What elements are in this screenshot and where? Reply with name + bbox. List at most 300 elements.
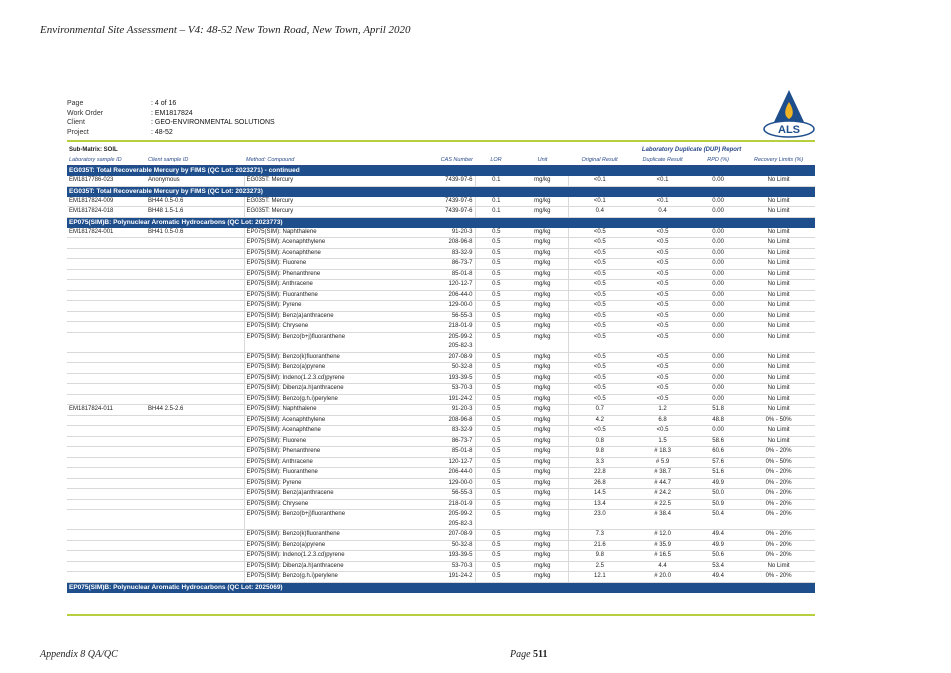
table-row	[67, 478, 815, 489]
section-header-row	[67, 186, 815, 197]
cell-lor: 0.5	[475, 311, 517, 322]
cell-rec: 0% - 20%	[742, 489, 815, 500]
cell-client	[146, 426, 244, 437]
cell-rpd: 0.00	[694, 248, 742, 259]
meta-value: : 4 of 16	[151, 100, 177, 107]
cell-orig: 12.1	[568, 572, 631, 583]
cell-rpd: 0.00	[694, 269, 742, 280]
cell-unit: mg/kg	[517, 436, 568, 447]
cell-rpd: 0.00	[694, 197, 742, 207]
cell-method: EG035T: Mercury	[244, 207, 361, 218]
cell-unit: mg/kg	[517, 176, 568, 186]
col-header: CAS Number	[361, 156, 475, 166]
cell-client	[146, 384, 244, 395]
cell-unit: mg/kg	[517, 394, 568, 405]
cell-method: EP075(SIM): Pyrene	[244, 301, 361, 312]
cell-cas: 85-01-8	[361, 269, 475, 280]
col-header: LOR	[475, 156, 517, 166]
cell-cas: 53-70-3	[361, 384, 475, 395]
cell-dup: <0.5	[631, 259, 694, 270]
cell-unit: mg/kg	[517, 489, 568, 500]
table-row	[67, 290, 815, 301]
cell-dup: 1.2	[631, 405, 694, 416]
cell-cas: 120-12-7	[361, 457, 475, 468]
cell-lab	[67, 322, 146, 333]
cell-orig: 22.8	[568, 468, 631, 479]
cell-method: EP075(SIM): Fluorene	[244, 436, 361, 447]
section-header-row	[67, 582, 815, 593]
cell-method: EP075(SIM): Acenaphthylene	[244, 238, 361, 249]
meta-row-work-order	[67, 109, 275, 119]
cell-rec: No Limit	[742, 373, 815, 384]
cell-rec: No Limit	[742, 176, 815, 186]
cell-dup: <0.5	[631, 280, 694, 291]
cell-orig: <0.5	[568, 238, 631, 249]
table-row	[67, 436, 815, 447]
cell-method: EP075(SIM): Benzo(b+j)fluoranthene	[244, 510, 361, 530]
als-logo	[762, 88, 816, 138]
cell-cas	[361, 332, 475, 352]
cell-lor: 0.5	[475, 572, 517, 583]
cell-unit: mg/kg	[517, 280, 568, 291]
table-body	[67, 146, 815, 593]
cell-unit: mg/kg	[517, 426, 568, 437]
cell-client	[146, 572, 244, 583]
cell-orig: 14.5	[568, 489, 631, 500]
cell-rec: No Limit	[742, 207, 815, 218]
cell-rpd: 0.00	[694, 332, 742, 352]
cell-lab	[67, 290, 146, 301]
table-row	[67, 530, 815, 541]
cell-lab	[67, 499, 146, 510]
col-header: Unit	[517, 156, 568, 166]
duplicate-report-table	[67, 146, 815, 593]
col-header: Original Result	[568, 156, 631, 166]
col-header: Client sample ID	[146, 156, 244, 166]
cell-client: BH44 2.5-2.6	[146, 405, 244, 416]
cell-dup: # 24.2	[631, 489, 694, 500]
cell-rec: No Limit	[742, 322, 815, 333]
cell-method: EP075(SIM): Benzo(a)pyrene	[244, 540, 361, 551]
cell-rpd: 50.9	[694, 499, 742, 510]
cell-lor: 0.5	[475, 457, 517, 468]
cell-client	[146, 332, 244, 352]
cell-dup: <0.5	[631, 332, 694, 352]
cell-method: EP075(SIM): Dibenz(a.h)anthracene	[244, 561, 361, 572]
cell-unit: mg/kg	[517, 301, 568, 312]
cell-method: EP075(SIM): Benzo(g.h.i)perylene	[244, 572, 361, 583]
cell-method: EP075(SIM): Phenanthrene	[244, 269, 361, 280]
cell-method: EP075(SIM): Benzo(k)fluoranthene	[244, 530, 361, 541]
cell-dup: <0.5	[631, 301, 694, 312]
cell-cas: 56-55-3	[361, 489, 475, 500]
cell-lab	[67, 248, 146, 259]
cell-dup: # 12.0	[631, 530, 694, 541]
table-row	[67, 259, 815, 270]
cell-orig: 2.5	[568, 561, 631, 572]
cell-cas: 7439-97-6	[361, 207, 475, 218]
cell-method: EP075(SIM): Benzo(a)pyrene	[244, 363, 361, 374]
cell-rpd: 0.00	[694, 311, 742, 322]
cell-client	[146, 269, 244, 280]
cell-unit: mg/kg	[517, 290, 568, 301]
submatrix-label: Sub-Matrix: SOIL	[69, 147, 118, 153]
cell-cas: 193-39-5	[361, 373, 475, 384]
cell-orig: <0.5	[568, 290, 631, 301]
cell-rec: No Limit	[742, 228, 815, 238]
cas-number-secondary: 205-82-3	[448, 343, 473, 349]
cell-method: EP075(SIM): Anthracene	[244, 457, 361, 468]
cell-rec: 0% - 20%	[742, 499, 815, 510]
table-row	[67, 332, 815, 352]
table-row	[67, 197, 815, 207]
cell-method: EP075(SIM): Phenanthrene	[244, 447, 361, 458]
cell-unit: mg/kg	[517, 384, 568, 395]
table-row	[67, 248, 815, 259]
meta-key: Work Order	[67, 109, 104, 117]
cell-rec: No Limit	[742, 248, 815, 259]
cell-lor: 0.5	[475, 322, 517, 333]
cell-client	[146, 352, 244, 363]
cell-lab	[67, 489, 146, 500]
cell-rec: 0% - 20%	[742, 447, 815, 458]
table-row	[67, 394, 815, 405]
cell-unit: mg/kg	[517, 551, 568, 562]
cell-orig: 21.6	[568, 540, 631, 551]
table-row	[67, 301, 815, 312]
cell-rec: No Limit	[742, 197, 815, 207]
table-row	[67, 280, 815, 291]
cell-orig: 26.8	[568, 478, 631, 489]
cell-client: BH48 1.5-1.6	[146, 207, 244, 218]
cell-method: EP075(SIM): Chrysene	[244, 322, 361, 333]
cell-orig: <0.5	[568, 259, 631, 270]
cell-rpd: 0.00	[694, 176, 742, 186]
cell-orig: <0.5	[568, 352, 631, 363]
cell-client	[146, 499, 244, 510]
cell-rpd: 51.6	[694, 468, 742, 479]
footer-page-number: 511	[533, 649, 548, 660]
cell-rpd: 48.8	[694, 415, 742, 426]
cell-client	[146, 510, 244, 530]
cell-unit: mg/kg	[517, 540, 568, 551]
cell-lab	[67, 447, 146, 458]
cell-lor: 0.5	[475, 415, 517, 426]
table-row	[67, 384, 815, 395]
cell-cas: 218-01-9	[361, 499, 475, 510]
cell-dup: <0.5	[631, 269, 694, 280]
cell-cas: 91-20-3	[361, 228, 475, 238]
cell-client	[146, 540, 244, 551]
cell-dup: # 16.5	[631, 551, 694, 562]
cell-rpd: 58.6	[694, 436, 742, 447]
cell-orig: 13.4	[568, 499, 631, 510]
footer-appendix: Appendix 8 QA/QC	[40, 649, 118, 660]
cell-unit: mg/kg	[517, 510, 568, 530]
cell-lab	[67, 510, 146, 530]
cell-orig: <0.5	[568, 269, 631, 280]
meta-row-client	[67, 118, 275, 128]
cell-cas: 191-24-2	[361, 394, 475, 405]
cell-unit: mg/kg	[517, 457, 568, 468]
cell-method: EP075(SIM): Fluorene	[244, 259, 361, 270]
cell-rec: No Limit	[742, 280, 815, 291]
cell-lor: 0.1	[475, 207, 517, 218]
table-row	[67, 551, 815, 562]
cell-client	[146, 530, 244, 541]
cell-orig: <0.5	[568, 373, 631, 384]
cell-cas: 129-00-0	[361, 301, 475, 312]
cell-rec: No Limit	[742, 259, 815, 270]
cell-rec: No Limit	[742, 363, 815, 374]
cell-client	[146, 561, 244, 572]
cell-cas: 50-32-8	[361, 540, 475, 551]
cell-dup: # 5.9	[631, 457, 694, 468]
cell-orig: <0.5	[568, 322, 631, 333]
cell-cas: 85-01-8	[361, 447, 475, 458]
cell-dup: 6.8	[631, 415, 694, 426]
cell-lor: 0.5	[475, 248, 517, 259]
cell-cas: 91-20-3	[361, 405, 475, 416]
col-header: Duplicate Result	[631, 156, 694, 166]
cell-orig: 0.4	[568, 207, 631, 218]
cell-unit: mg/kg	[517, 322, 568, 333]
cell-rpd: 0.00	[694, 363, 742, 374]
cell-method: EP075(SIM): Acenaphthene	[244, 248, 361, 259]
cell-orig: 23.0	[568, 510, 631, 530]
cell-unit: mg/kg	[517, 238, 568, 249]
cell-cas: 86-73-7	[361, 436, 475, 447]
cell-rpd: 0.00	[694, 373, 742, 384]
cell-dup: <0.5	[631, 238, 694, 249]
cell-lab	[67, 269, 146, 280]
cell-dup: 1.5	[631, 436, 694, 447]
logo-text: ALS	[778, 124, 800, 136]
meta-key: Page	[67, 100, 84, 107]
cell-client	[146, 238, 244, 249]
cell-unit: mg/kg	[517, 415, 568, 426]
cell-unit: mg/kg	[517, 352, 568, 363]
cell-lab	[67, 436, 146, 447]
table-row	[67, 269, 815, 280]
cell-unit: mg/kg	[517, 311, 568, 322]
cell-lab	[67, 373, 146, 384]
cell-orig: <0.1	[568, 197, 631, 207]
table-row	[67, 415, 815, 426]
cell-orig: 9.8	[568, 551, 631, 562]
cell-rpd: 49.9	[694, 478, 742, 489]
cell-rec: 0% - 50%	[742, 415, 815, 426]
cell-rec: 0% - 20%	[742, 551, 815, 562]
cell-unit: mg/kg	[517, 259, 568, 270]
cell-unit: mg/kg	[517, 207, 568, 218]
document-header-title: Environmental Site Assessment – V4: 48-52 New Town Road, New Town, April 2020	[40, 24, 411, 36]
cell-lab	[67, 311, 146, 322]
cell-rec: No Limit	[742, 290, 815, 301]
cell-rec: No Limit	[742, 238, 815, 249]
cell-lab	[67, 478, 146, 489]
cell-dup: # 44.7	[631, 478, 694, 489]
col-header: Laboratory sample ID	[67, 156, 146, 166]
cell-client: BH44 0.5-0.6	[146, 197, 244, 207]
section-title: EP075(SIM)B: Polynuclear Aromatic Hydrocarbons (QC Lot: 2023773)	[67, 217, 815, 228]
cell-method: EP075(SIM): Benzo(k)fluoranthene	[244, 352, 361, 363]
cell-lab	[67, 259, 146, 270]
top-rule	[67, 140, 815, 142]
cell-lab	[67, 457, 146, 468]
cell-lor: 0.5	[475, 551, 517, 562]
cell-unit: mg/kg	[517, 478, 568, 489]
cell-dup: <0.1	[631, 197, 694, 207]
cell-rec: No Limit	[742, 561, 815, 572]
cell-lor: 0.5	[475, 447, 517, 458]
cell-dup: 4.4	[631, 561, 694, 572]
cell-lor: 0.5	[475, 352, 517, 363]
col-header: RPD (%)	[694, 156, 742, 166]
table-row	[67, 311, 815, 322]
table-row	[67, 572, 815, 583]
cell-orig: <0.5	[568, 301, 631, 312]
report-meta	[67, 99, 275, 137]
cell-unit: mg/kg	[517, 363, 568, 374]
cell-lor: 0.5	[475, 228, 517, 238]
cell-dup: <0.5	[631, 322, 694, 333]
cell-cas: 83-32-9	[361, 426, 475, 437]
table-row	[67, 426, 815, 437]
cell-unit: mg/kg	[517, 332, 568, 352]
cell-rpd: 49.4	[694, 572, 742, 583]
cell-lab	[67, 238, 146, 249]
cell-rec: 0% - 50%	[742, 457, 815, 468]
meta-value: : EM1817824	[151, 109, 193, 117]
cell-client	[146, 489, 244, 500]
cell-client	[146, 551, 244, 562]
cell-dup: <0.5	[631, 228, 694, 238]
cell-rpd: 0.00	[694, 384, 742, 395]
cell-cas: 120-12-7	[361, 280, 475, 291]
cell-dup: <0.5	[631, 384, 694, 395]
cell-method: EP075(SIM): Acenaphthylene	[244, 415, 361, 426]
cell-lab: EM1817824-011	[67, 405, 146, 416]
cell-orig: 4.2	[568, 415, 631, 426]
cell-lor: 0.5	[475, 373, 517, 384]
table-row	[67, 352, 815, 363]
cell-method: EP075(SIM): Benz(a)anthracene	[244, 489, 361, 500]
cell-orig: 9.8	[568, 447, 631, 458]
cell-rpd: 0.00	[694, 280, 742, 291]
cell-cas: 207-08-9	[361, 352, 475, 363]
cell-unit: mg/kg	[517, 561, 568, 572]
cell-lor: 0.5	[475, 426, 517, 437]
meta-value: : 48-52	[151, 128, 173, 136]
cell-dup: <0.5	[631, 426, 694, 437]
cell-method: EP075(SIM): Naphthalene	[244, 228, 361, 238]
cell-client	[146, 447, 244, 458]
cell-dup: # 18.3	[631, 447, 694, 458]
cell-dup: 0.4	[631, 207, 694, 218]
cell-dup: <0.5	[631, 248, 694, 259]
cell-client	[146, 322, 244, 333]
cell-lor: 0.5	[475, 510, 517, 530]
cell-cas: 50-32-8	[361, 363, 475, 374]
cell-client	[146, 468, 244, 479]
cell-unit: mg/kg	[517, 447, 568, 458]
cell-unit: mg/kg	[517, 197, 568, 207]
cell-client	[146, 415, 244, 426]
cell-rpd: 0.00	[694, 394, 742, 405]
cell-method: EP075(SIM): Naphthalene	[244, 405, 361, 416]
section-title: EG035T: Total Recoverable Mercury by FIMS (QC Lot: 2023273)	[67, 186, 815, 197]
cell-dup: <0.1	[631, 176, 694, 186]
cell-lor: 0.5	[475, 405, 517, 416]
cell-rec: 0% - 20%	[742, 510, 815, 530]
cell-lor: 0.5	[475, 468, 517, 479]
cell-lab	[67, 551, 146, 562]
cell-lor: 0.5	[475, 280, 517, 291]
table-row	[67, 373, 815, 384]
cell-orig: 0.7	[568, 405, 631, 416]
cell-cas: 7439-97-6	[361, 176, 475, 186]
table-row	[67, 447, 815, 458]
cell-orig: 3.3	[568, 457, 631, 468]
cell-method: EP075(SIM): Benzo(b+j)fluoranthene	[244, 332, 361, 352]
cell-method: EG035T: Mercury	[244, 197, 361, 207]
cell-lor: 0.5	[475, 394, 517, 405]
dup-report-title: Laboratory Duplicate (DUP) Report	[641, 147, 742, 153]
cell-cas: 208-96-8	[361, 238, 475, 249]
table-row	[67, 499, 815, 510]
cell-rec: No Limit	[742, 436, 815, 447]
cell-unit: mg/kg	[517, 530, 568, 541]
table-row	[67, 322, 815, 333]
cell-lor: 0.1	[475, 197, 517, 207]
cell-orig: <0.5	[568, 280, 631, 291]
cell-lab	[67, 540, 146, 551]
cell-method: EP075(SIM): Acenaphthene	[244, 426, 361, 437]
meta-row-project	[67, 128, 275, 138]
cell-rpd: 50.0	[694, 489, 742, 500]
cell-cas: 206-44-0	[361, 468, 475, 479]
cell-lor: 0.5	[475, 269, 517, 280]
cell-lab	[67, 384, 146, 395]
table-row	[67, 238, 815, 249]
cell-unit: mg/kg	[517, 269, 568, 280]
cell-unit: mg/kg	[517, 405, 568, 416]
cell-cas: 208-96-8	[361, 415, 475, 426]
cell-method: EP075(SIM): Indeno(1.2.3.cd)pyrene	[244, 373, 361, 384]
cell-lab	[67, 572, 146, 583]
cell-lab	[67, 561, 146, 572]
section-title: EG035T: Total Recoverable Mercury by FIMS (QC Lot: 2023271) - continued	[67, 166, 815, 177]
cell-rec: No Limit	[742, 301, 815, 312]
table-row	[67, 363, 815, 374]
cell-lab: EM1817786-023	[67, 176, 146, 186]
cell-lor: 0.5	[475, 238, 517, 249]
cell-lab	[67, 530, 146, 541]
cell-rec: 0% - 20%	[742, 572, 815, 583]
cas-number-secondary: 205-82-3	[448, 520, 473, 527]
cell-rpd: 51.8	[694, 405, 742, 416]
col-header: Recovery Limits (%)	[742, 156, 815, 166]
cell-method: EP075(SIM): Benz(a)anthracene	[244, 311, 361, 322]
cell-method: EP075(SIM): Anthracene	[244, 280, 361, 291]
cell-orig: 7.3	[568, 530, 631, 541]
cell-lor: 0.5	[475, 363, 517, 374]
cell-rec: No Limit	[742, 269, 815, 280]
cell-lab	[67, 394, 146, 405]
cell-lor: 0.5	[475, 478, 517, 489]
meta-value: : GEO-ENVIRONMENTAL SOLUTIONS	[151, 119, 275, 127]
